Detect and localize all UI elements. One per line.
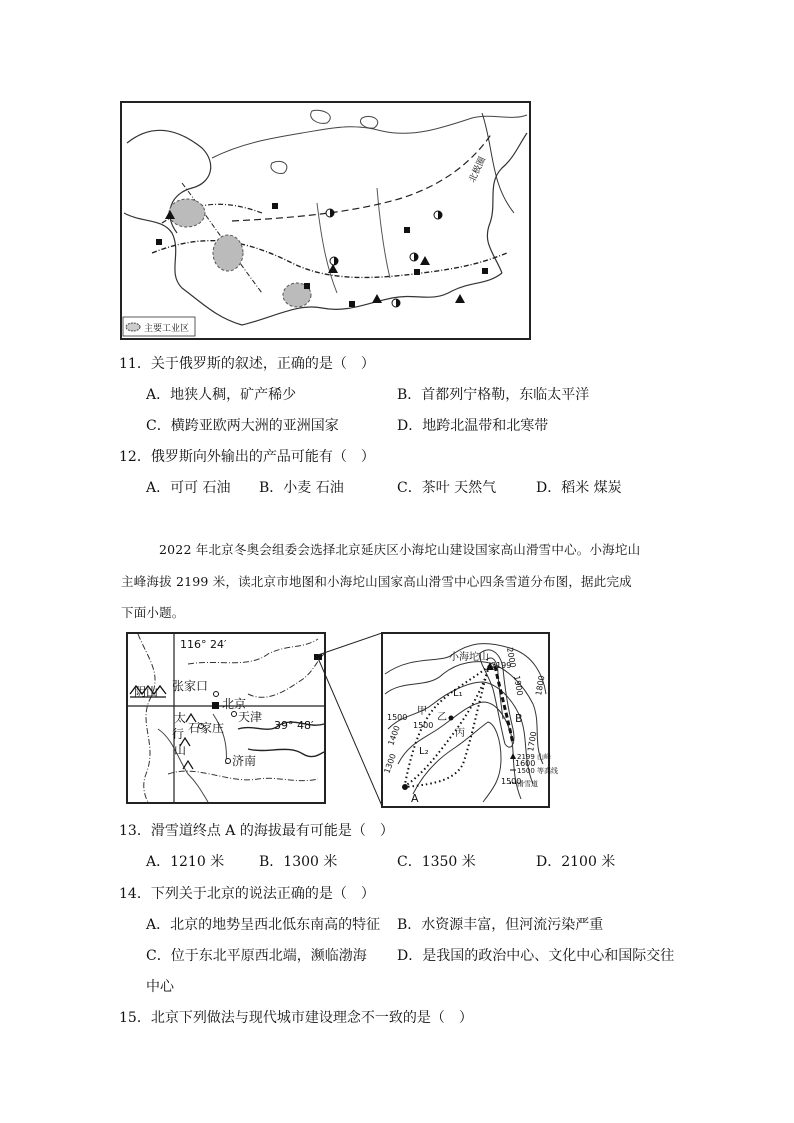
q13-option-c[interactable]: C．1350 米 <box>397 854 476 870</box>
q11-option-a[interactable]: A．地狭人稠，矿产稀少 <box>146 387 297 403</box>
point-b-label: B <box>515 712 523 725</box>
contour-1500-a: 1500 <box>387 713 408 722</box>
q12-option-b[interactable]: B．小麦 石油 <box>259 480 344 496</box>
q14-option-d-continued: 中心 <box>146 979 174 995</box>
point-jia-label: 甲 <box>417 706 427 717</box>
contour-map <box>381 632 559 808</box>
russia-map-legend: 主要工业区 <box>144 324 190 334</box>
mountain-taihang-2: 行 <box>172 727 185 741</box>
city-beijing: 北京 <box>222 697 247 711</box>
contour-2000: 2000 <box>505 646 518 669</box>
q11-option-c[interactable]: C．横跨亚欧两大洲的亚洲国家 <box>146 418 339 434</box>
contour-1500-b: 1500 <box>413 721 434 730</box>
line-l2-label: L₂ <box>419 746 429 757</box>
legend-contour: 1500 等高线 <box>517 767 559 775</box>
line-l1-label: L₁ <box>453 688 463 699</box>
q14-option-b[interactable]: B．水资源丰富，但河流污染严重 <box>397 917 604 933</box>
contour-1700: 1700 <box>526 730 539 753</box>
peak-elevation: 2199 <box>491 661 512 670</box>
contour-1800: 1800 <box>534 674 547 697</box>
q12-option-a[interactable]: A．可可 石油 <box>146 480 231 496</box>
passage-line-2: 主峰海拔 2199 米，读北京市地图和小海坨山国家高山滑雪中心四条雪道分布图，据此完成 <box>121 574 632 589</box>
q13-option-d[interactable]: D．2100 米 <box>536 854 616 870</box>
passage-line-1: 2022 年北京冬奥会组委会选择北京延庆区小海坨山建设国家高山滑雪中心。小海坨山 <box>159 542 641 557</box>
contour-1400: 1400 <box>386 724 402 747</box>
question-11: 11．关于俄罗斯的叙述，正确的是（ ） <box>119 356 375 372</box>
contour-1900: 1900 <box>512 674 525 697</box>
city-tianjin: 天津 <box>238 710 263 724</box>
q13-option-a[interactable]: A．1210 米 <box>146 854 225 870</box>
question-15: 15．北京下列做法与现代城市建设理念不一致的是（ ） <box>119 1010 473 1026</box>
lat-label: 39° 48′ <box>274 719 314 732</box>
contour-1300: 1300 <box>382 752 398 775</box>
point-a-label: A <box>411 792 419 805</box>
question-12: 12．俄罗斯向外输出的产品可能有（ ） <box>119 449 375 465</box>
q12-option-d[interactable]: D．稻米 煤炭 <box>536 480 622 496</box>
city-jinan: 济南 <box>232 754 257 768</box>
point-bing-label: 丙 <box>455 728 465 739</box>
question-13: 13．滑雪道终点 A 的海拔最有可能是（ ） <box>119 823 394 839</box>
question-14: 14．下列关于北京的说法正确的是（ ） <box>119 886 375 902</box>
legend-ski-run: 滑雪道 <box>517 780 538 788</box>
legend-peak: 2199 山峰 <box>517 753 552 761</box>
mountain-taihang-1: 太 <box>174 711 187 725</box>
q14-option-c[interactable]: C．位于东北平原西北端，濒临渤海 <box>146 948 367 964</box>
q13-option-b[interactable]: B．1300 米 <box>259 854 338 870</box>
q14-option-a[interactable]: A．北京的地势呈西北低东南高的特征 <box>146 917 381 933</box>
arctic-circle-label: 北极圈 <box>467 155 489 185</box>
contour-1500-c: 1500 <box>501 777 522 786</box>
lon-label: 116° 24′ <box>180 638 227 651</box>
city-zhangjiakou: 张家口 <box>172 679 209 693</box>
q11-option-d[interactable]: D．地跨北温带和北寒带 <box>397 418 549 434</box>
q12-option-c[interactable]: C．茶叶 天然气 <box>397 480 497 496</box>
q11-option-b[interactable]: B．首都列宁格勒，东临太平洋 <box>397 387 590 403</box>
passage-line-3: 下面小题。 <box>121 605 185 620</box>
city-shijiazhuang: 石家庄 <box>188 721 225 735</box>
contour-1600: 1600 <box>515 759 536 768</box>
peak-label: 小海坨山 <box>449 652 489 663</box>
point-yi-label: 乙 <box>437 712 447 723</box>
q14-option-d[interactable]: D．是我国的政治中心、文化中心和国际交往 <box>397 948 675 964</box>
mountain-yinshan: 阴山 <box>134 685 159 699</box>
mountain-taihang-3: 山 <box>174 743 187 757</box>
contour-map-graphic <box>382 634 559 806</box>
